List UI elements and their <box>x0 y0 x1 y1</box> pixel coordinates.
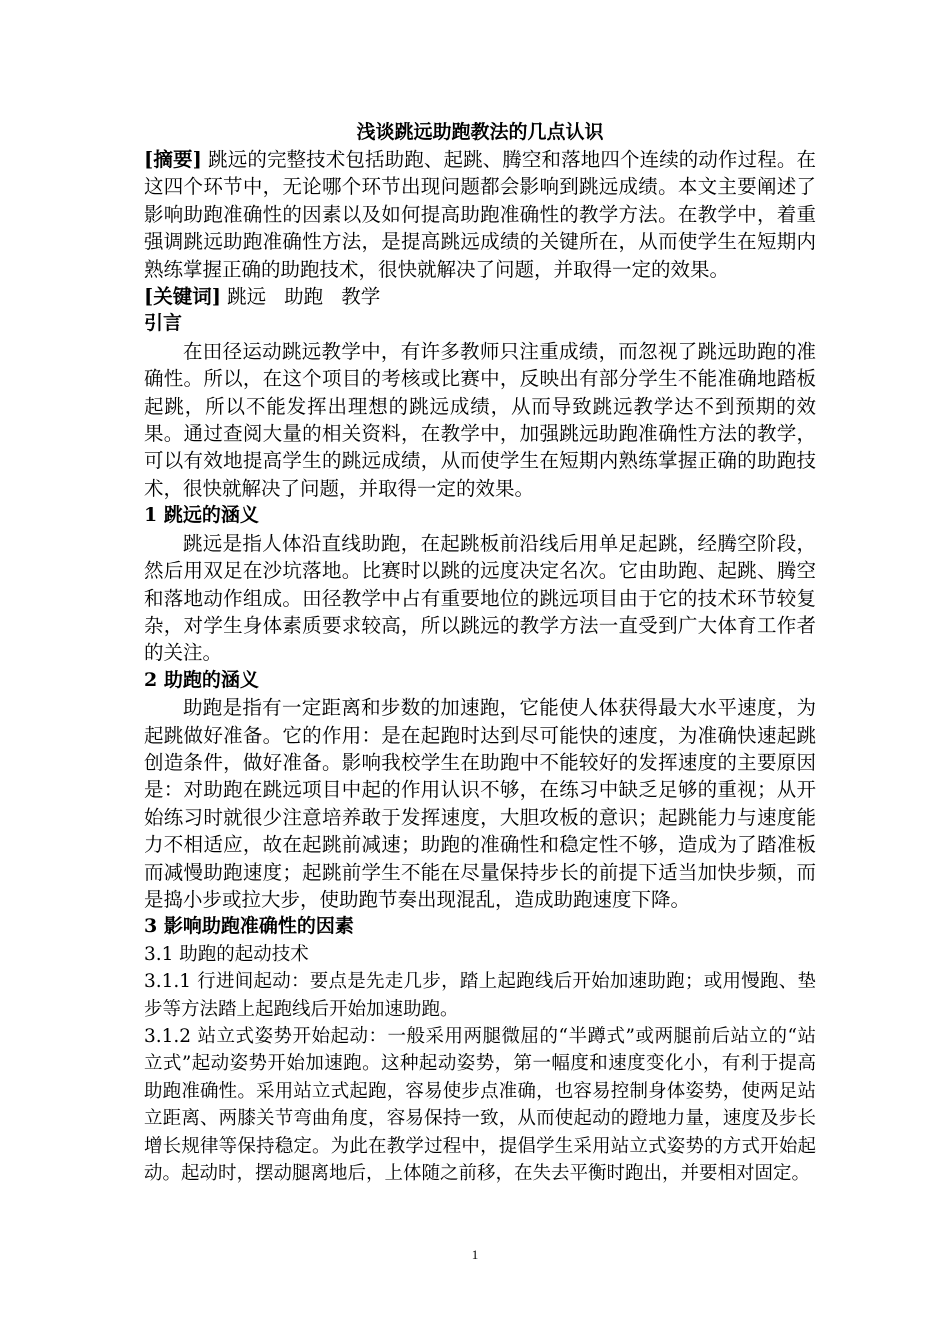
abstract-label: [摘要] <box>144 148 202 171</box>
intro-heading: 引言 <box>144 312 183 335</box>
section-1-paragraph: 跳远是指人体沿直线助跑，在起跳板前沿线后用单足起跳，经腾空阶段，然后用双足在沙坑落地。比赛时以跳的远度决定名次。它由助跑、起跳、腾空和落地动作组成。田径教学中占有重要地位的跳远项目由于它的技术环节较复杂，对学生身体素质要求较高，所以跳远的教学方法一直受到广大体育工作者的关注。 <box>144 531 816 665</box>
abstract-text: 跳远的完整技术包括助跑、起跳、腾空和落地四个连续的动作过程。在这四个环节中，无论哪个环节出现问题都会影响到跳远成绩。本文主要阐述了影响助跑准确性的因素以及如何提高助跑准确性的教学方法。在教学中，着重强调跳远助跑准确性方法，是提高跳远成绩的关键所在，从而使学生在短期内熟练掌握正确的助跑技术，很快就解决了问题，并取得一定的效果。 <box>144 148 816 281</box>
section-1-heading: 1 跳远的涵义 <box>144 504 259 527</box>
section-2-paragraph: 助跑是指有一定距离和步数的加速跑，它能使人体获得最大水平速度，为起跳做好准备。它的作用：是在起跑时达到尽可能快的速度，为准确快速起跳创造条件，做好准备。影响我校学生在助跑中不能较好的发挥速度的主要原因是：对助跑在跳远项目中起的作用认识不够，在练习中缺乏足够的重视；从开始练习时就很少注意培养敢于发挥速度，大胆攻板的意识；起跳能力与速度能力不相适应，故在起跳前减速；助跑的准确性和稳定性不够，造成为了踏准板而减慢助跑速度；起跳前学生不能在尽量保持步长的前提下适当加快步频，而是捣小步或拉大步，使助跑节奏出现混乱，造成助跑速度下降。 <box>144 696 816 911</box>
document-page <box>144 118 816 1187</box>
section-2-heading: 2 助跑的涵义 <box>144 668 259 691</box>
keyword-item: 助跑 <box>284 285 324 309</box>
subsection-3-1-heading: 3.1 助跑的起动技术 <box>144 943 309 965</box>
keyword-item: 跳远 <box>227 285 267 309</box>
keywords-label: [关键词] <box>144 285 221 309</box>
keyword-item: 教学 <box>341 285 381 309</box>
page-number: 1 <box>471 1247 479 1262</box>
keywords-line <box>144 283 816 310</box>
item-3-1-2: 3.1.2 站立式姿势开始起动：一般采用两腿微屈的“半蹲式”或两腿前后站立的“站立式”起动姿势开始加速跑。这种起动姿势，第一幅度和速度变化小，有利于提高助跑准确性。采用站立式起跑，容易使步点准确，也容易控制身体姿势，使两足站立距离、两膝关节弯曲角度，容易保持一致，从而使起动的蹬地力量，速度及步长增长规律等保持稳定。为此在教学过程中，提倡学生采用站立式姿势的方式开始起动。起动时，摆动腿离地后，上体随之前移，在失去平衡时跑出，并要相对固定。 <box>144 1026 816 1185</box>
abstract-paragraph <box>144 146 816 283</box>
item-3-1-1: 3.1.1 行进间起动：要点是先走几步，踏上起跑线后开始加速助跑；或用慢跑、垫步等方法踏上起跑线后开始加速助跑。 <box>144 971 816 1020</box>
intro-paragraph: 在田径运动跳远教学中，有许多教师只注重成绩，而忽视了跳远助跑的准确性。所以，在这个项目的考核或比赛中，反映出有部分学生不能准确地踏板起跳，所以不能发挥出理想的跳远成绩，从而导致跳远教学达不到预期的效果。通过查阅大量的相关资料，在教学中，加强跳远助跑准确性方法的教学，可以有效地提高学生的跳远成绩，从而使学生在短期内熟练掌握正确的助跑技术，很快就解决了问题，并取得一定的效果。 <box>144 339 816 500</box>
document-title: 浅谈跳远助跑教法的几点认识 <box>356 121 604 143</box>
section-3-heading: 3 影响助跑准确性的因素 <box>144 915 354 938</box>
